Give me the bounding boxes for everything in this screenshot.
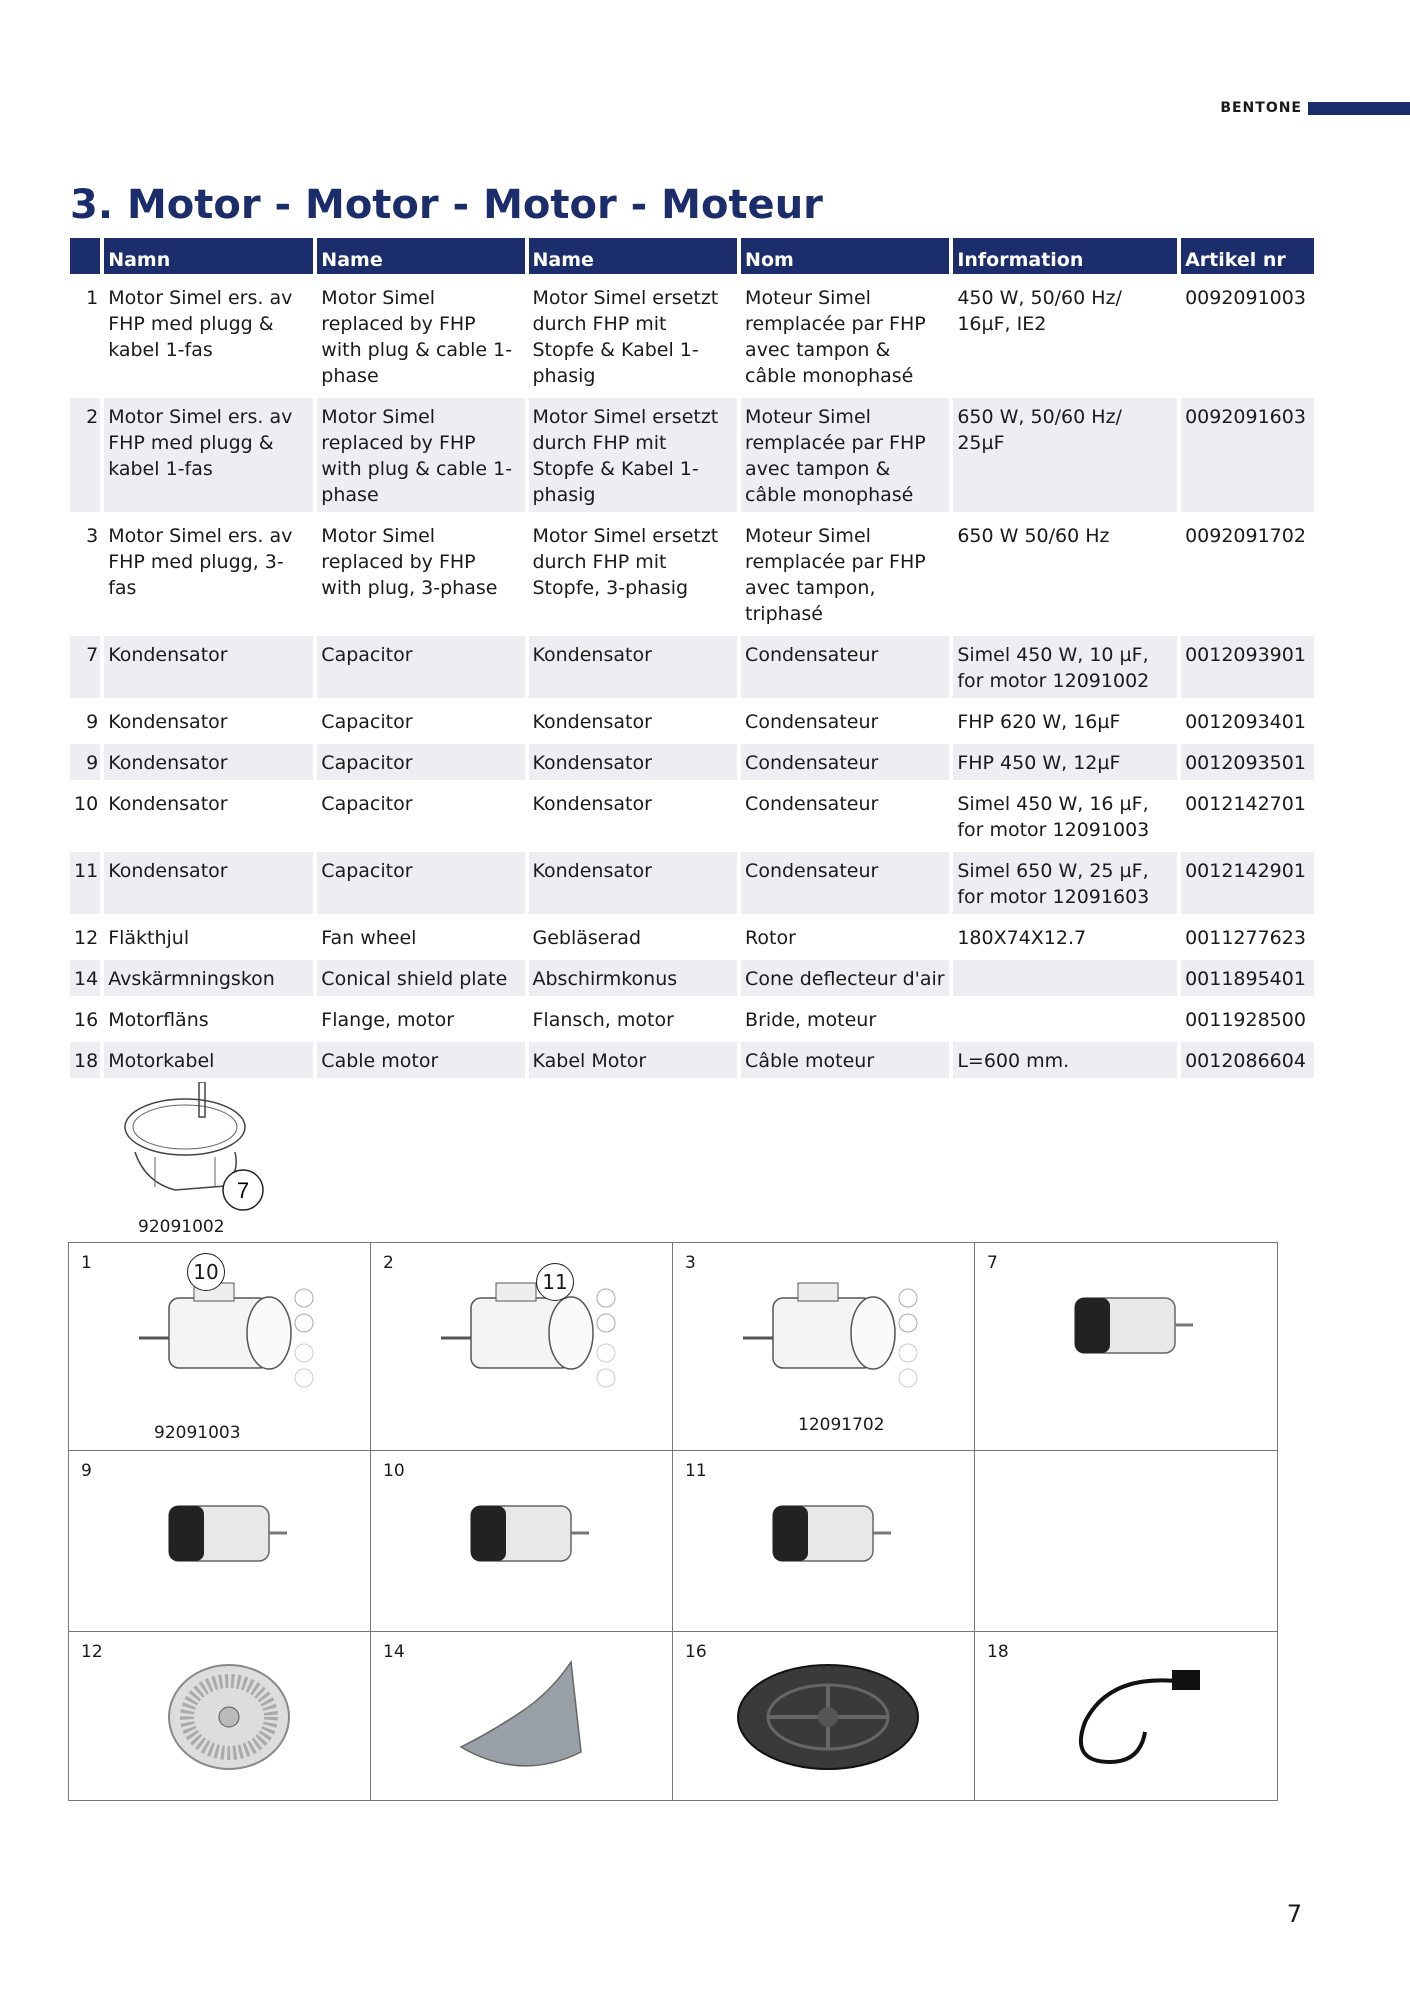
cell-caption: 12091702 — [798, 1415, 885, 1435]
row-name-en: Capacitor — [317, 636, 524, 698]
row-num: 14 — [70, 960, 100, 996]
callout-badge: 10 — [187, 1253, 225, 1291]
row-name-de: Motor Simel ersetzt durch FHP mit Stopfe & Kabel 1-phasig — [529, 398, 738, 512]
capacitor-icon — [1045, 1268, 1205, 1388]
row-num: 12 — [74, 927, 99, 949]
row-name-en: Capacitor — [321, 793, 413, 815]
row-information: 180X74X12.7 — [957, 927, 1087, 949]
grid-cell — [69, 1243, 371, 1451]
row-name-en: Motor Simel replaced by FHP with plug, 3-phase — [321, 525, 498, 599]
row-artikel-nr: 0011928500 — [1185, 1009, 1306, 1031]
cell-number: 18 — [987, 1642, 1009, 1662]
cell-number: 7 — [987, 1253, 998, 1273]
row-name-de: Flansch, motor — [532, 1009, 674, 1031]
row-name-de: Kondensator — [532, 793, 652, 815]
row-artikel-nr: 0092091702 — [1185, 525, 1306, 547]
row-num: 10 — [74, 793, 99, 815]
row-information: FHP 620 W, 16µF — [957, 711, 1121, 733]
header-artikel-nr: Artikel nr — [1181, 238, 1314, 274]
row-information: Simel 450 W, 16 µF, for motor 12091003 — [957, 793, 1150, 841]
cell-number: 12 — [81, 1642, 103, 1662]
table-row — [70, 1042, 1314, 1078]
row-num: 2 — [70, 398, 100, 512]
row-num: 11 — [70, 852, 100, 914]
row-namn: Kondensator — [108, 711, 228, 733]
grid-cell — [69, 1451, 371, 1632]
row-name-en: Capacitor — [317, 744, 524, 780]
header-num — [70, 238, 100, 274]
table-row — [70, 960, 1314, 996]
cell-number: 9 — [81, 1461, 92, 1481]
header-information: Information — [953, 238, 1177, 274]
parts-table — [66, 233, 1318, 1083]
row-name-de: Kondensator — [529, 636, 738, 698]
cell-caption: 92091003 — [154, 1423, 241, 1443]
table-row — [70, 785, 1314, 847]
table-row — [70, 636, 1314, 698]
row-artikel-nr: 0012093501 — [1181, 744, 1314, 780]
motor-icon — [431, 1268, 631, 1398]
table-row — [70, 517, 1314, 631]
row-namn: Motor Simel ers. av FHP med plugg & kabel 1-fas — [108, 287, 293, 361]
row-name-en: Flange, motor — [321, 1009, 455, 1031]
grid-cell — [975, 1451, 1277, 1632]
grid-cell — [371, 1451, 673, 1632]
row-information — [953, 1001, 1177, 1037]
page-title: 3. Motor - Motor - Motor - Moteur — [70, 182, 823, 228]
diagram-callout: 7 — [236, 1178, 250, 1203]
row-namn: Motorfläns — [108, 1009, 209, 1031]
row-nom: Moteur Simel remplacée par FHP avec tampon & câble monophasé — [745, 287, 926, 387]
motor-icon — [733, 1268, 933, 1398]
row-artikel-nr: 0012086604 — [1181, 1042, 1314, 1078]
table-row — [70, 398, 1314, 512]
table-row — [70, 919, 1314, 955]
row-information: L=600 mm. — [953, 1042, 1177, 1078]
row-nom: Moteur Simel remplacée par FHP avec tampon, triphasé — [745, 525, 926, 625]
row-nom: Condensateur — [741, 852, 949, 914]
row-num: 9 — [70, 744, 100, 780]
flange-icon — [728, 1657, 928, 1777]
row-information: FHP 450 W, 12µF — [953, 744, 1177, 780]
row-name-en: Cable motor — [317, 1042, 524, 1078]
grid-cell — [371, 1632, 673, 1800]
table-row — [70, 279, 1314, 393]
capacitor-icon — [441, 1476, 601, 1596]
row-name-de: Motor Simel ersetzt durch FHP mit Stopfe, 3-phasig — [532, 525, 719, 599]
row-artikel-nr: 0011895401 — [1181, 960, 1314, 996]
row-nom: Cone deflecteur d'air — [741, 960, 949, 996]
cell-number: 2 — [383, 1253, 394, 1273]
header-nom: Nom — [741, 238, 949, 274]
row-namn: Fläkthjul — [108, 927, 190, 949]
row-information: Simel 650 W, 25 µF, for motor 12091603 — [953, 852, 1177, 914]
row-nom: Moteur Simel remplacée par FHP avec tampon & câble monophasé — [741, 398, 949, 512]
table-row — [70, 703, 1314, 739]
row-information: Simel 450 W, 10 µF, for motor 12091002 — [953, 636, 1177, 698]
grid-cell — [673, 1451, 975, 1632]
row-num: 3 — [86, 525, 99, 547]
cell-number: 1 — [81, 1253, 92, 1273]
row-nom: Rotor — [745, 927, 796, 949]
row-name-de: Motor Simel ersetzt durch FHP mit Stopfe & Kabel 1-phasig — [532, 287, 719, 387]
grid-cell — [673, 1243, 975, 1451]
grid-cell — [975, 1632, 1277, 1800]
cable-icon — [1050, 1652, 1210, 1782]
grid-cell — [69, 1632, 371, 1800]
capacitor-icon — [743, 1476, 903, 1596]
row-name-de: Kondensator — [529, 744, 738, 780]
row-num: 7 — [70, 636, 100, 698]
brand-header — [1220, 100, 1410, 116]
row-namn: Kondensator — [104, 744, 313, 780]
table-row — [70, 1001, 1314, 1037]
row-information — [953, 960, 1177, 996]
row-namn: Avskärmningskon — [104, 960, 313, 996]
row-name-en: Motor Simel replaced by FHP with plug & cable 1-phase — [317, 398, 524, 512]
parts-image-grid — [68, 1242, 1278, 1801]
row-name-de: Abschirmkonus — [529, 960, 738, 996]
capacitor-icon — [139, 1476, 299, 1596]
row-namn: Kondensator — [104, 636, 313, 698]
row-artikel-nr: 0011277623 — [1185, 927, 1306, 949]
motor-flange-diagram-icon — [115, 1082, 275, 1232]
cell-number: 10 — [383, 1461, 405, 1481]
row-artikel-nr: 0092091603 — [1181, 398, 1314, 512]
callout-badge: 11 — [536, 1263, 574, 1301]
row-nom: Bride, moteur — [745, 1009, 877, 1031]
table-header-row — [70, 238, 1314, 274]
fan-wheel-icon — [154, 1657, 304, 1777]
row-num: 18 — [70, 1042, 100, 1078]
row-namn: Kondensator — [108, 793, 228, 815]
header-name-en: Name — [317, 238, 524, 274]
row-nom: Condensateur — [741, 636, 949, 698]
row-num: 16 — [74, 1009, 99, 1031]
header-namn: Namn — [104, 238, 313, 274]
cell-number: 14 — [383, 1642, 405, 1662]
row-nom: Câble moteur — [741, 1042, 949, 1078]
row-namn: Kondensator — [104, 852, 313, 914]
row-name-en: Motor Simel replaced by FHP with plug & cable 1-phase — [321, 287, 513, 387]
row-information: 650 W, 50/60 Hz/ 25µF — [953, 398, 1177, 512]
row-artikel-nr: 0012142701 — [1185, 793, 1306, 815]
grid-cell — [673, 1632, 975, 1800]
row-artikel-nr: 0012093401 — [1185, 711, 1306, 733]
row-num: 1 — [86, 287, 99, 309]
row-nom: Condensateur — [741, 744, 949, 780]
row-nom: Condensateur — [745, 711, 879, 733]
shield-cone-icon — [441, 1652, 601, 1782]
row-name-en: Fan wheel — [321, 927, 417, 949]
row-namn: Motor Simel ers. av FHP med plugg & kabel 1-fas — [104, 398, 313, 512]
grid-cell — [371, 1243, 673, 1451]
row-artikel-nr: 0012093901 — [1181, 636, 1314, 698]
row-nom: Condensateur — [745, 793, 879, 815]
row-name-de: Kabel Motor — [529, 1042, 738, 1078]
row-num: 9 — [86, 711, 99, 733]
row-artikel-nr: 0012142901 — [1181, 852, 1314, 914]
cell-number: 16 — [685, 1642, 707, 1662]
row-name-de: Kondensator — [532, 711, 652, 733]
row-name-en: Capacitor — [317, 852, 524, 914]
motor-icon — [129, 1268, 329, 1398]
row-namn: Motorkabel — [104, 1042, 313, 1078]
cell-number: 11 — [685, 1461, 707, 1481]
page-number: 7 — [1286, 1900, 1302, 1928]
diagram-label: 92091002 — [138, 1217, 225, 1237]
row-name-de: Gebläserad — [532, 927, 641, 949]
row-information: 650 W 50/60 Hz — [957, 525, 1110, 547]
row-name-en: Conical shield plate — [317, 960, 524, 996]
header-name-de: Name — [529, 238, 738, 274]
row-name-en: Capacitor — [321, 711, 413, 733]
table-row — [70, 852, 1314, 914]
table-row — [70, 744, 1314, 780]
grid-cell — [975, 1243, 1277, 1451]
brand-bar — [1308, 102, 1410, 115]
row-artikel-nr: 0092091003 — [1185, 287, 1306, 309]
row-name-de: Kondensator — [529, 852, 738, 914]
row-information: 450 W, 50/60 Hz/ 16µF, IE2 — [957, 287, 1122, 335]
row-namn: Motor Simel ers. av FHP med plugg, 3-fas — [108, 525, 293, 599]
brand-name: BENTONE — [1220, 100, 1302, 116]
cell-number: 3 — [685, 1253, 696, 1273]
